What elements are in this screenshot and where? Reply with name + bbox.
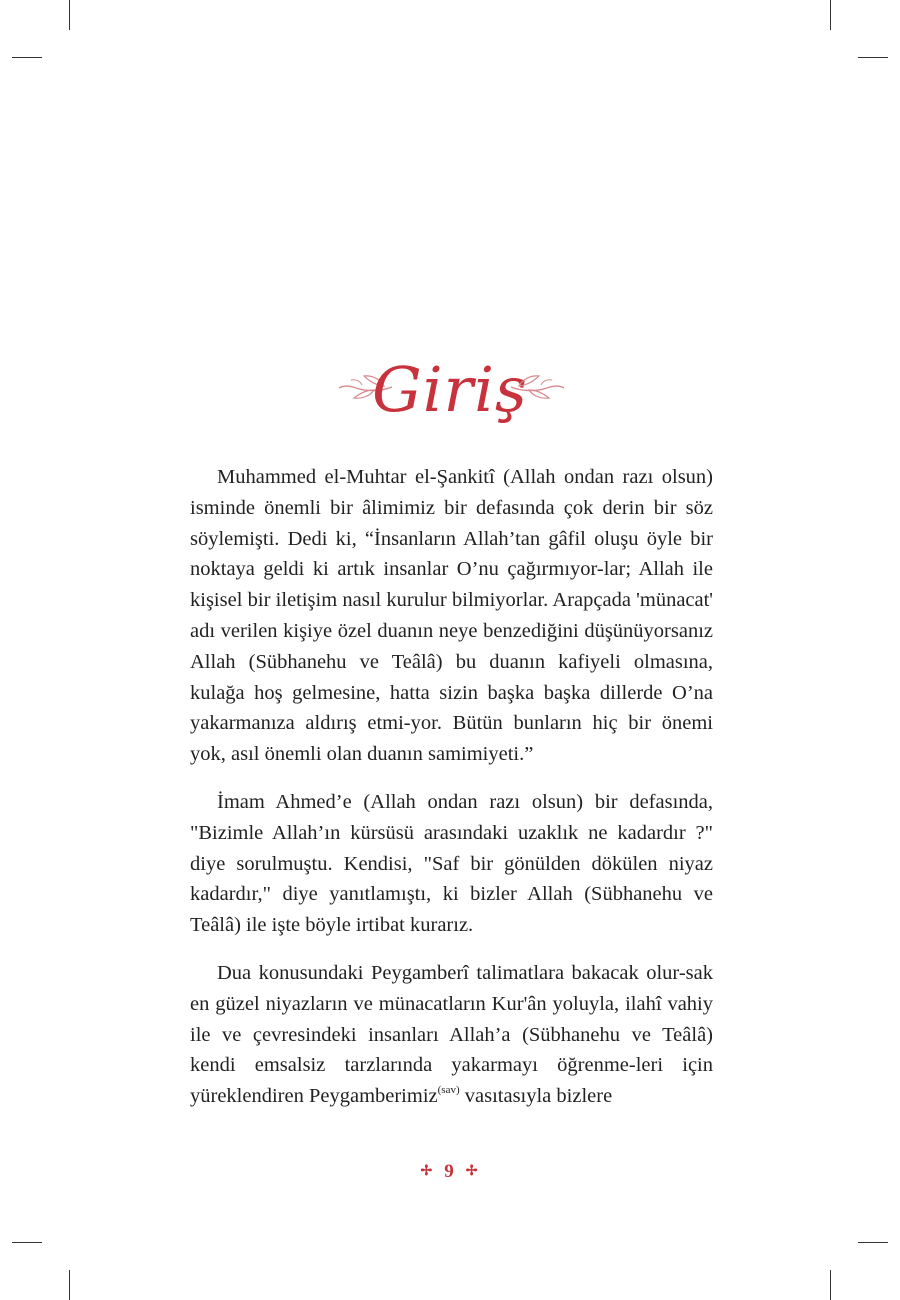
text-line: bir söz söylemişti. Dedi ki, “İnsanların Allah’tan gâfil oluşu <box>190 496 713 550</box>
text-line: "Bizimle Allah’ın kürsüsü arasındaki uzaklık ne kadardır ?" <box>190 821 713 844</box>
text-line: ilahî vahiy ile ve çevresindeki insanları Allah’a (Sübhanehu <box>190 992 713 1046</box>
crop-mark-right-bottom <box>858 1242 888 1243</box>
crop-mark-bottom-left <box>69 1270 70 1300</box>
crop-mark-bottom-right <box>830 1270 831 1300</box>
text-line: vasıtasıyla bizlere <box>459 1085 613 1108</box>
text-line: leri için yüreklendiren Peygamberimiz <box>190 1054 713 1108</box>
paragraph-1 <box>190 462 713 770</box>
text-line: öyle bir noktaya geldi ki artık insanlar O’nu çağırmıyor- <box>190 527 713 581</box>
text-line: İmam Ahmed’e (Allah ondan razı olsun) bir defasında, <box>217 790 713 813</box>
body-text <box>190 462 713 1129</box>
text-line: sak en güzel niyazların ve münacatların Kur'ân yoluyla, <box>190 961 713 1015</box>
paragraph-2 <box>190 787 713 941</box>
right-flourish-icon <box>510 367 565 407</box>
chapter-title: Giriş <box>372 353 528 426</box>
page-footer <box>0 1161 900 1183</box>
text-line: Muhammed el-Muhtar el-Şankitî (Allah ondan razı <box>217 466 654 488</box>
text-line: Teâlâ) ile işte böyle irtibat kurarız. <box>190 914 474 937</box>
text-line: Arapçada 'münacat' adı verilen kişiye özel duanın neye <box>190 589 713 642</box>
text-line: sizin başka başka dillerde O’na yakarmanıza aldırış etmi- <box>190 681 713 735</box>
crop-mark-left-top <box>12 57 42 58</box>
text-line: bu duanın kafiyeli olmasına, kulağa hoş gelmesine, hatta <box>190 650 714 704</box>
text-line: diye sorulmuştu. Kendisi, "Saf bir gönülden dökülen niyaz <box>190 852 713 875</box>
text-line: yor. Bütün bunların hiç bir önemi yok, asıl önemli olan <box>190 712 713 766</box>
crop-mark-left-bottom <box>12 1242 42 1243</box>
footer-ornament-left-icon: ✢ <box>420 1164 435 1179</box>
chapter-heading <box>0 345 900 445</box>
crop-mark-right-top <box>858 57 888 58</box>
text-line: Dua konusundaki Peygamberî talimatlara bakacak olur- <box>217 961 686 984</box>
text-line: benzediğini düşünüyorsanız Allah (Sübhanehu ve Teâlâ) <box>190 619 713 673</box>
text-line: ve Teâlâ) kendi emsalsiz tarzlarında yakarmayı öğrenme- <box>190 1023 713 1077</box>
text-line: kadardır," diye yanıtlamıştı, ki bizler Allah (Sübhanehu ve <box>190 883 713 906</box>
sav-superscript: (sav) <box>437 1084 460 1097</box>
text-line: lar; Allah ile kişisel bir iletişim nasıl kurulur bilmiyorlar. <box>190 558 713 612</box>
footer-ornament-right-icon: ✢ <box>465 1164 480 1179</box>
text-line: olsun) isminde önemli bir âlimimiz bir defasında çok derin <box>190 466 713 519</box>
crop-mark-top-right <box>830 0 831 30</box>
paragraph-3 <box>190 958 713 1112</box>
page-number: 9 <box>444 1161 456 1182</box>
crop-mark-top-left <box>69 0 70 30</box>
text-line: duanın samimiyeti.” <box>367 743 534 766</box>
